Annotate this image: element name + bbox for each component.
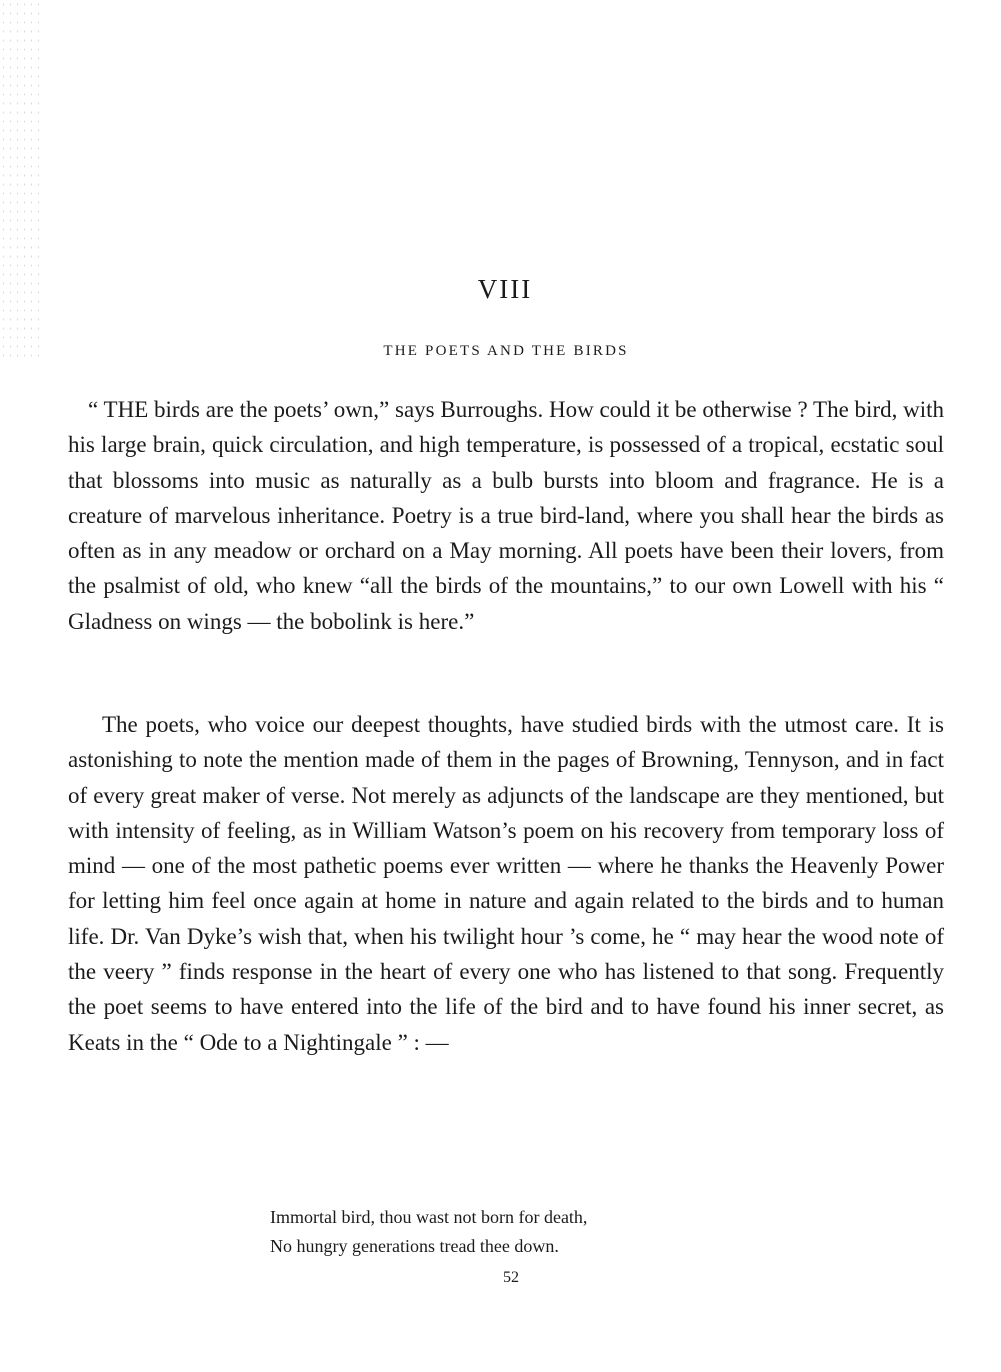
verse-line-2: No hungry generations tread thee down. <box>270 1236 559 1256</box>
verse-line-1: Immortal bird, thou wast not born for death, <box>270 1207 588 1227</box>
chapter-title: THE POETS AND THE BIRDS <box>383 343 629 359</box>
chapter-number: VIII <box>477 274 533 304</box>
page-edge-speckle <box>0 0 40 360</box>
paragraph-2: The poets, who voice our deepest thoughts, have studied birds with the utmost care. It is astonishing to note the mention made of them in the pages of Browning, Tennyson, and in fact of every great maker of verse. Not merely as adjuncts of the landscape are they mentioned, but with intensity of feeling, as in William Watson’s poem on his recovery from temporary loss of mind — one of the most pathetic poems ever written — where he thanks the Heavenly Power for letting him feel once again at home in nature and again related to the birds and to human life. Dr. Van Dyke’s wish that, when his twilight hour ’s come, he “ may hear the wood note of the veery ” finds response in the heart of every one who has listened to that song. Frequently the poet seems to have entered into the life of the bird and to have found his inner secret, as Keats in the “ Ode to a Nightingale ” : — <box>68 712 944 1055</box>
verse-quotation <box>270 1203 587 1261</box>
paragraph-1: “ THE birds are the poets’ own,” says Burroughs. How could it be otherwise ? The bird, with his large brain, quick circulation, and high temperature, is possessed of a tropical, ecstatic soul that blossoms into music as naturally as a bulb bursts into bloom and fragrance. He is a creature of marvelous inheritance. Poetry is a true bird-land, where you shall hear the birds as often as in any meadow or orchard on a May morning. All poets have been their lovers, from the psalmist of old, who knew “all the birds of the mountains,” to our own Lowell with his “ Gladness on wings — the bobolink is here.” <box>68 397 944 634</box>
page-number: 52 <box>503 1269 519 1286</box>
